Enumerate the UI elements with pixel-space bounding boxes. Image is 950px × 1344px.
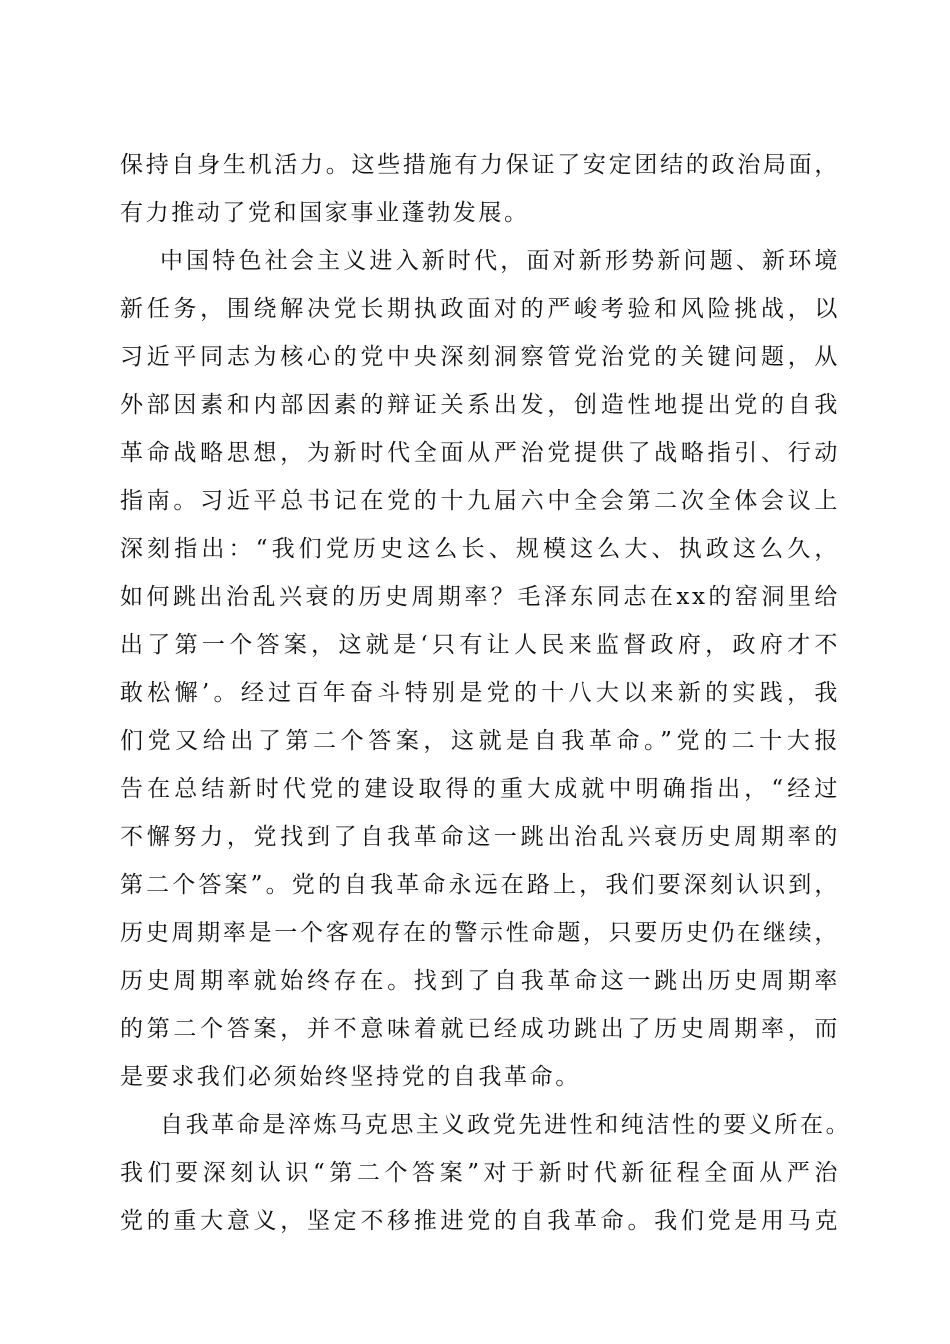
text-line-19: 的第二个答案，并不意味着就已经成功跳出了历史周期率，而: [120, 1016, 840, 1042]
text-line-16: 第二个答案”。党的自我革命永远在路上，我们要深刻认识到，: [120, 872, 840, 898]
text-line-2: 有力推动了党和国家事业蓬勃发展。: [120, 200, 530, 226]
text-line-3: 中国特色社会主义进入新时代，面对新形势新问题、新环境: [160, 248, 840, 274]
text-line-12: 敢松懈’。经过百年奋斗特别是党的十八大以来新的实践，我: [120, 680, 840, 706]
text-line-6: 外部因素和内部因素的辩证关系出发，创造性地提出党的自我: [120, 392, 840, 418]
text-line-22: 我们要深刻认识“第二个答案”对于新时代新征程全面从严治: [120, 1160, 840, 1186]
text-line-10: 如何跳出治乱兴衰的历史周期率？毛泽东同志在xx的窑洞里给: [120, 584, 840, 610]
text-line-20: 是要求我们必须始终坚持党的自我革命。: [120, 1064, 581, 1090]
text-line-7: 革命战略思想，为新时代全面从严治党提供了战略指引、行动: [120, 440, 840, 466]
text-line-8: 指南。习近平总书记在党的十九届六中全会第二次全体会议上: [120, 488, 840, 514]
text-line-23: 党的重大意义，坚定不移推进党的自我革命。我们党是用马克: [120, 1208, 840, 1234]
text-line-14: 告在总结新时代党的建设取得的重大成就中明确指出，“经过: [120, 776, 840, 802]
text-line-9: 深刻指出：“我们党历史这么长、规模这么大、执政这么久，: [120, 536, 840, 562]
text-line-5: 习近平同志为核心的党中央深刻洞察管党治党的关键问题，从: [120, 344, 840, 370]
text-line-13: 们党又给出了第二个答案，这就是自我革命。”党的二十大报: [120, 728, 840, 754]
text-line-21: 自我革命是淬炼马克思主义政党先进性和纯洁性的要义所在。: [160, 1112, 852, 1138]
text-line-18: 历史周期率就始终存在。找到了自我革命这一跳出历史周期率: [120, 968, 840, 994]
text-line-1: 保持自身生机活力。这些措施有力保证了安定团结的政治局面，: [120, 152, 840, 178]
text-line-17: 历史周期率是一个客观存在的警示性命题，只要历史仍在继续，: [120, 920, 840, 946]
text-line-15: 不懈努力，党找到了自我革命这一跳出治乱兴衰历史周期率的: [120, 824, 840, 850]
text-line-4: 新任务，围绕解决党长期执政面对的严峻考验和风险挑战，以: [120, 296, 840, 322]
text-line-11: 出了第一个答案，这就是‘只有让人民来监督政府，政府才不: [120, 632, 840, 658]
